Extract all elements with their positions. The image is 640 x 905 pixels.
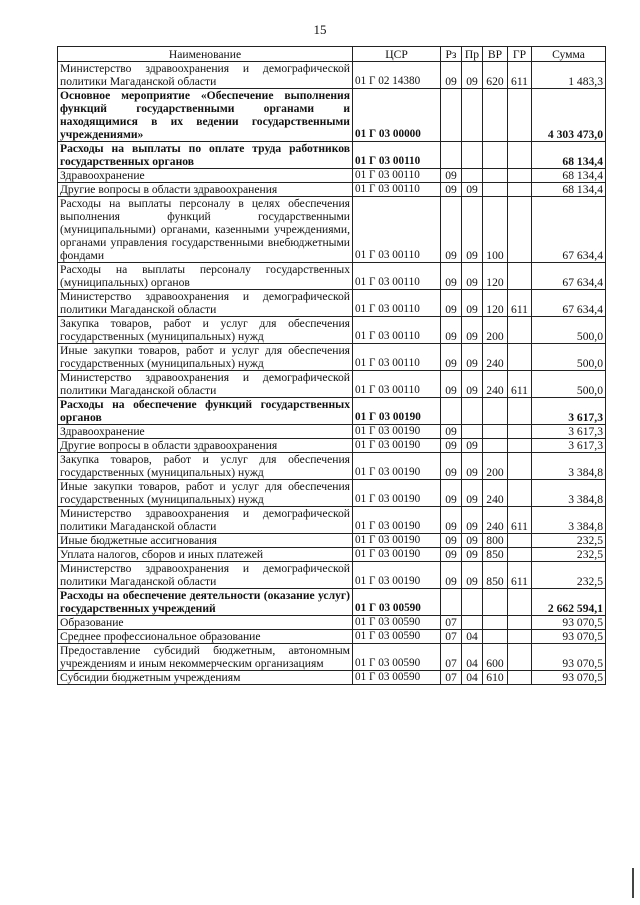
cell-vr [483, 183, 508, 197]
cell-gr: 611 [508, 371, 532, 398]
scan-edge-mark [632, 868, 634, 898]
cell-gr [508, 480, 532, 507]
cell-rz: 09 [441, 439, 462, 453]
cell-name: Иные закупки товаров, работ и услуг для обеспечения государственных (муниципальных) нужд [58, 480, 353, 507]
cell-name: Иные бюджетные ассигнования [58, 534, 353, 548]
table-row [58, 263, 606, 290]
cell-rz: 09 [441, 263, 462, 290]
cell-csr: 01 Г 03 00110 [353, 183, 441, 197]
cell-gr [508, 263, 532, 290]
cell-csr: 01 Г 03 00590 [353, 616, 441, 630]
cell-sum: 3 617,3 [532, 439, 606, 453]
table-body [58, 62, 606, 685]
cell-rz: 09 [441, 344, 462, 371]
table-row [58, 290, 606, 317]
cell-gr [508, 425, 532, 439]
cell-rz: 09 [441, 562, 462, 589]
cell-rz: 09 [441, 548, 462, 562]
cell-name: Среднее профессиональное образование [58, 630, 353, 644]
cell-sum: 3 617,3 [532, 425, 606, 439]
cell-rz: 09 [441, 290, 462, 317]
cell-vr: 240 [483, 344, 508, 371]
cell-csr: 01 Г 03 00190 [353, 480, 441, 507]
cell-sum: 500,0 [532, 344, 606, 371]
cell-name: Министерство здравоохранения и демографической политики Магаданской области [58, 562, 353, 589]
cell-sum: 3 384,8 [532, 507, 606, 534]
cell-gr [508, 169, 532, 183]
cell-vr: 120 [483, 263, 508, 290]
page-number: 15 [313, 22, 327, 37]
cell-gr: 611 [508, 290, 532, 317]
cell-name: Другие вопросы в области здравоохранения [58, 439, 353, 453]
cell-vr: 200 [483, 453, 508, 480]
cell-csr: 01 Г 02 14380 [353, 62, 441, 89]
cell-name: Другие вопросы в области здравоохранения [58, 183, 353, 197]
cell-pr: 09 [462, 62, 483, 89]
cell-csr: 01 Г 03 00190 [353, 534, 441, 548]
cell-pr [462, 169, 483, 183]
cell-name: Министерство здравоохранения и демографической политики Магаданской области [58, 371, 353, 398]
cell-vr: 850 [483, 562, 508, 589]
cell-rz [441, 589, 462, 616]
cell-name: Министерство здравоохранения и демографической политики Магаданской области [58, 290, 353, 317]
table-row [58, 425, 606, 439]
table-row [58, 562, 606, 589]
cell-csr: 01 Г 03 00110 [353, 290, 441, 317]
cell-name: Образование [58, 616, 353, 630]
cell-name: Закупка товаров, работ и услуг для обеспечения государственных (муниципальных) нужд [58, 453, 353, 480]
cell-csr: 01 Г 03 00110 [353, 317, 441, 344]
table-row [58, 398, 606, 425]
cell-pr [462, 89, 483, 142]
cell-vr [483, 439, 508, 453]
cell-pr: 09 [462, 534, 483, 548]
cell-pr: 09 [462, 439, 483, 453]
cell-vr [483, 630, 508, 644]
table-row [58, 548, 606, 562]
cell-sum: 67 634,4 [532, 263, 606, 290]
cell-pr [462, 589, 483, 616]
cell-csr: 01 Г 03 00590 [353, 644, 441, 671]
table-row [58, 616, 606, 630]
cell-rz: 09 [441, 480, 462, 507]
cell-gr [508, 589, 532, 616]
cell-rz: 07 [441, 671, 462, 685]
cell-vr [483, 142, 508, 169]
cell-csr: 01 Г 03 00190 [353, 439, 441, 453]
cell-pr: 09 [462, 317, 483, 344]
cell-vr [483, 425, 508, 439]
table-row [58, 169, 606, 183]
cell-vr [483, 398, 508, 425]
cell-gr [508, 439, 532, 453]
table-row [58, 480, 606, 507]
table-row [58, 439, 606, 453]
table-row [58, 142, 606, 169]
cell-sum: 93 070,5 [532, 671, 606, 685]
cell-vr: 600 [483, 644, 508, 671]
cell-pr [462, 425, 483, 439]
cell-name: Здравоохранение [58, 425, 353, 439]
header-name: Наименование [58, 47, 353, 62]
header-pr: Пр [462, 47, 483, 62]
cell-name: Расходы на выплаты персоналу в целях обеспечения выполнения функций государственными (муниципальными) органами, казенными учреждениями, органами управления государственными внебюджетными фондами [58, 197, 353, 263]
cell-rz: 07 [441, 616, 462, 630]
header-vr: ВР [483, 47, 508, 62]
cell-sum: 68 134,4 [532, 169, 606, 183]
cell-gr [508, 616, 532, 630]
cell-pr: 09 [462, 548, 483, 562]
table-row [58, 89, 606, 142]
cell-rz: 09 [441, 453, 462, 480]
cell-csr: 01 Г 03 00110 [353, 344, 441, 371]
cell-gr [508, 644, 532, 671]
header-csr: ЦСР [353, 47, 441, 62]
cell-vr: 120 [483, 290, 508, 317]
cell-pr: 09 [462, 290, 483, 317]
cell-gr [508, 398, 532, 425]
cell-csr: 01 Г 03 00190 [353, 548, 441, 562]
header-rz: Рз [441, 47, 462, 62]
cell-vr: 240 [483, 371, 508, 398]
cell-gr [508, 630, 532, 644]
table-row [58, 183, 606, 197]
cell-vr: 850 [483, 548, 508, 562]
table-row [58, 197, 606, 263]
cell-sum: 2 662 594,1 [532, 589, 606, 616]
cell-name: Субсидии бюджетным учреждениям [58, 671, 353, 685]
cell-name: Расходы на обеспечение функций государственных органов [58, 398, 353, 425]
cell-sum: 232,5 [532, 562, 606, 589]
cell-vr: 240 [483, 480, 508, 507]
cell-name: Расходы на выплаты персоналу государственных (муниципальных) органов [58, 263, 353, 290]
cell-rz: 09 [441, 425, 462, 439]
cell-gr [508, 142, 532, 169]
cell-vr: 800 [483, 534, 508, 548]
cell-csr: 01 Г 03 00190 [353, 398, 441, 425]
table-row [58, 62, 606, 89]
cell-vr: 200 [483, 317, 508, 344]
cell-pr: 09 [462, 453, 483, 480]
table-header-row [58, 47, 606, 62]
cell-sum: 93 070,5 [532, 630, 606, 644]
cell-gr: 611 [508, 62, 532, 89]
cell-gr [508, 89, 532, 142]
cell-sum: 3 617,3 [532, 398, 606, 425]
budget-table [57, 46, 606, 685]
cell-csr: 01 Г 03 00110 [353, 371, 441, 398]
cell-sum: 232,5 [532, 534, 606, 548]
cell-pr: 09 [462, 183, 483, 197]
cell-name: Министерство здравоохранения и демографической политики Магаданской области [58, 62, 353, 89]
cell-gr [508, 183, 532, 197]
cell-name: Расходы на обеспечение деятельности (оказание услуг) государственных учреждений [58, 589, 353, 616]
cell-rz: 09 [441, 534, 462, 548]
cell-csr: 01 Г 03 00190 [353, 562, 441, 589]
cell-name: Предоставление субсидий бюджетным, автономным учреждениям и иным некоммерческим организациям [58, 644, 353, 671]
cell-rz: 07 [441, 630, 462, 644]
cell-rz [441, 89, 462, 142]
cell-gr [508, 453, 532, 480]
table-row [58, 644, 606, 671]
cell-vr [483, 89, 508, 142]
cell-sum: 500,0 [532, 317, 606, 344]
header-gr: ГР [508, 47, 532, 62]
cell-pr: 09 [462, 562, 483, 589]
cell-vr [483, 616, 508, 630]
cell-gr [508, 534, 532, 548]
cell-gr [508, 344, 532, 371]
cell-gr [508, 197, 532, 263]
cell-rz: 09 [441, 197, 462, 263]
cell-rz [441, 398, 462, 425]
cell-csr: 01 Г 03 00110 [353, 142, 441, 169]
cell-sum: 4 303 473,0 [532, 89, 606, 142]
cell-sum: 3 384,8 [532, 480, 606, 507]
cell-pr: 09 [462, 371, 483, 398]
table-row [58, 534, 606, 548]
cell-csr: 01 Г 03 00110 [353, 169, 441, 183]
cell-vr: 240 [483, 507, 508, 534]
cell-gr: 611 [508, 562, 532, 589]
cell-csr: 01 Г 03 00190 [353, 507, 441, 534]
table-row [58, 317, 606, 344]
cell-name: Иные закупки товаров, работ и услуг для обеспечения государственных (муниципальных) нужд [58, 344, 353, 371]
cell-vr: 100 [483, 197, 508, 263]
cell-sum: 500,0 [532, 371, 606, 398]
cell-name: Министерство здравоохранения и демографической политики Магаданской области [58, 507, 353, 534]
cell-gr [508, 317, 532, 344]
cell-pr: 09 [462, 344, 483, 371]
cell-name: Основное мероприятие «Обеспечение выполнения функций государственными органами и находящимися в их ведении государственными учреждениями» [58, 89, 353, 142]
cell-vr: 620 [483, 62, 508, 89]
cell-pr: 09 [462, 263, 483, 290]
cell-rz: 09 [441, 317, 462, 344]
cell-name: Уплата налогов, сборов и иных платежей [58, 548, 353, 562]
cell-pr: 04 [462, 671, 483, 685]
table-row [58, 453, 606, 480]
cell-pr: 04 [462, 630, 483, 644]
cell-sum: 93 070,5 [532, 616, 606, 630]
cell-sum: 68 134,4 [532, 142, 606, 169]
cell-gr [508, 548, 532, 562]
cell-gr: 611 [508, 507, 532, 534]
cell-csr: 01 Г 03 00190 [353, 425, 441, 439]
cell-pr: 09 [462, 507, 483, 534]
cell-rz [441, 142, 462, 169]
cell-name: Здравоохранение [58, 169, 353, 183]
header-sum: Сумма [532, 47, 606, 62]
cell-pr: 09 [462, 197, 483, 263]
table-row [58, 344, 606, 371]
cell-csr: 01 Г 03 00110 [353, 197, 441, 263]
cell-pr: 09 [462, 480, 483, 507]
cell-gr [508, 671, 532, 685]
cell-vr [483, 589, 508, 616]
cell-rz: 09 [441, 183, 462, 197]
cell-pr [462, 142, 483, 169]
cell-sum: 68 134,4 [532, 183, 606, 197]
cell-rz: 07 [441, 644, 462, 671]
cell-vr: 610 [483, 671, 508, 685]
cell-vr [483, 169, 508, 183]
cell-csr: 01 Г 03 00590 [353, 589, 441, 616]
cell-pr: 04 [462, 644, 483, 671]
cell-rz: 09 [441, 507, 462, 534]
cell-csr: 01 Г 03 00190 [353, 453, 441, 480]
cell-csr: 01 Г 03 00110 [353, 263, 441, 290]
table-row [58, 630, 606, 644]
cell-rz: 09 [441, 371, 462, 398]
table-row [58, 589, 606, 616]
cell-csr: 01 Г 03 00590 [353, 671, 441, 685]
cell-csr: 01 Г 03 00590 [353, 630, 441, 644]
cell-sum: 232,5 [532, 548, 606, 562]
table-row [58, 507, 606, 534]
cell-sum: 3 384,8 [532, 453, 606, 480]
cell-csr: 01 Г 03 00000 [353, 89, 441, 142]
cell-name: Расходы на выплаты по оплате труда работников государственных органов [58, 142, 353, 169]
cell-sum: 67 634,4 [532, 197, 606, 263]
cell-pr [462, 616, 483, 630]
table-row [58, 671, 606, 685]
cell-name: Закупка товаров, работ и услуг для обеспечения государственных (муниципальных) нужд [58, 317, 353, 344]
table-row [58, 371, 606, 398]
cell-rz: 09 [441, 169, 462, 183]
cell-pr [462, 398, 483, 425]
cell-sum: 67 634,4 [532, 290, 606, 317]
cell-rz: 09 [441, 62, 462, 89]
cell-sum: 1 483,3 [532, 62, 606, 89]
cell-sum: 93 070,5 [532, 644, 606, 671]
